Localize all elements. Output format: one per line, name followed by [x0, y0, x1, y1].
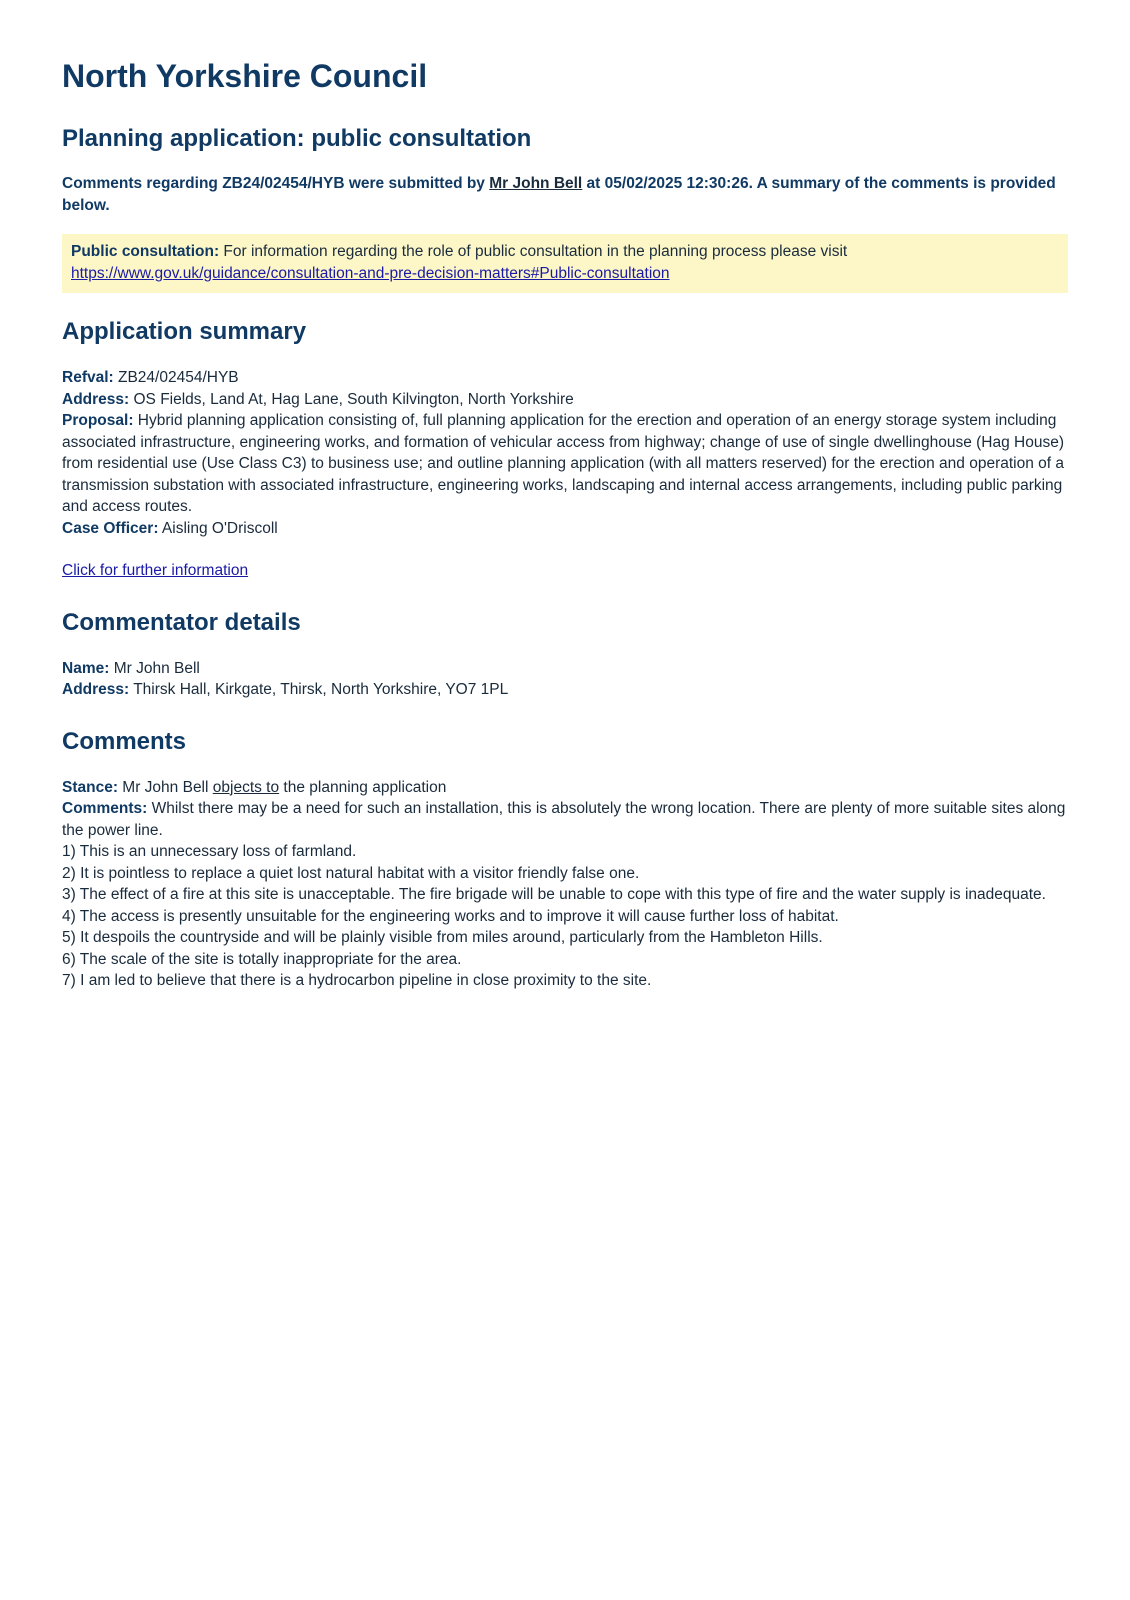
proposal-label: Proposal:	[62, 412, 134, 429]
intro-prefix: Comments regarding ZB24/02454/HYB were submitted by	[62, 175, 490, 192]
commentator-name-label: Name:	[62, 659, 110, 677]
comments-intro: Whilst there may be a need for such an installation, this is absolutely the wrong location. There are plenty of more suitable sites along the power line.	[62, 800, 1066, 839]
intro-suffix: at 05/02/2025 12:30:26. A summary of the comments is provided below.	[62, 175, 1056, 214]
notice-label: Public consultation:	[71, 243, 220, 260]
consultation-guidance-link[interactable]: https://www.gov.uk/guidance/consultation-and-pre-decision-matters#Public-consultation	[71, 264, 670, 282]
proposal-value: Hybrid planning application consisting of, full planning application for the erection and operation of an energy storage system including associated infrastructure, engineering works, and formation of vehicular access from highway; change of use of single dwellinghouse (Hag House) from residential use (Use Class C3) to business use; and outline planning application (with all matters reserved) for the erection and operation of a transmission substation with associated infrastructure, engineering works, landscaping and internal access arrangements, including public parking and access routes.	[62, 412, 1065, 515]
refval-value: ZB24/02454/HYB	[113, 369, 239, 386]
comment-point: 1) This is an unnecessary loss of farmland.	[62, 843, 357, 860]
public-consultation-notice	[62, 234, 1068, 293]
stance-label: Stance:	[62, 778, 118, 796]
comment-point: 5) It despoils the countryside and will be plainly visible from miles around, particularly from the Hambleton Hills.	[62, 929, 823, 946]
case-officer-value: Aisling O'Driscoll	[158, 519, 278, 537]
case-officer-row	[62, 518, 1068, 540]
commentator-address-value: Thirsk Hall, Kirkgate, Thirsk, North Yorkshire, YO7 1PL	[129, 681, 509, 698]
notice-text: For information regarding the role of public consultation in the planning process please visit	[219, 243, 848, 260]
commentator-name-row	[62, 658, 1068, 680]
proposal-row	[62, 410, 1068, 518]
comment-point: 4) The access is presently unsuitable for the engineering works and to improve it will cause further loss of habitat.	[62, 907, 839, 925]
stance-prefix: Mr John Bell	[118, 778, 213, 796]
commentator-details-heading: Commentator details	[62, 608, 301, 636]
comments-section	[62, 777, 1068, 992]
address-label: Address:	[62, 390, 130, 408]
page-heading: Planning application: public consultation	[62, 125, 532, 152]
org-title: North Yorkshire Council	[62, 58, 428, 94]
case-officer-label: Case Officer:	[62, 519, 159, 537]
further-information-link[interactable]: Click for further information	[62, 562, 249, 579]
application-summary-heading: Application summary	[62, 318, 307, 345]
application-summary	[62, 367, 1068, 539]
commentator-address-label: Address:	[62, 681, 130, 698]
comments-heading: Comments	[62, 727, 187, 755]
intro-text	[62, 173, 1068, 216]
address-value: OS Fields, Land At, Hag Lane, South Kilvington, North Yorkshire	[129, 390, 574, 408]
stance-link[interactable]: objects to	[212, 778, 280, 796]
commenter-link[interactable]: Mr John Bell	[489, 175, 583, 192]
refval-row	[62, 367, 1068, 389]
comments-label: Comments:	[62, 800, 148, 817]
comment-point: 2) It is pointless to replace a quiet lost natural habitat with a visitor friendly false one.	[62, 864, 640, 882]
commentator-address-row	[62, 679, 1068, 701]
stance-row	[62, 777, 1068, 799]
comment-point: 7) I am led to believe that there is a hydrocarbon pipeline in close proximity to the site.	[62, 972, 652, 989]
comments-row	[62, 798, 1068, 841]
commentator-details	[62, 658, 1068, 701]
comment-point: 6) The scale of the site is totally inappropriate for the area.	[62, 950, 462, 968]
comment-point: 3) The effect of a fire at this site is unacceptable. The fire brigade will be unable to cope with this type of fire and the water supply is inadequate.	[62, 886, 1046, 903]
refval-label: Refval:	[62, 369, 114, 386]
address-row	[62, 389, 1068, 411]
commentator-name-value: Mr John Bell	[109, 659, 200, 677]
stance-suffix: the planning application	[279, 778, 447, 796]
